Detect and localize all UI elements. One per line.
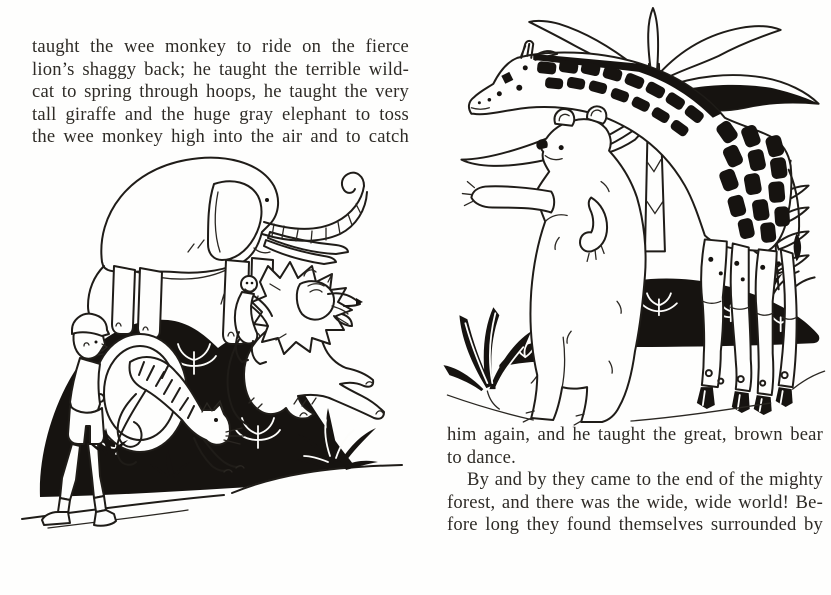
text-line: the wee monkey high into the air and to catch — [32, 126, 409, 147]
text-line: lion’s shaggy back; he taught the terrible wild- — [32, 58, 409, 80]
elephant-eye — [265, 198, 269, 202]
text-line: By and by they came to the end of the mighty — [467, 469, 823, 490]
boy-shoe — [42, 512, 70, 525]
boy-cap — [72, 314, 109, 336]
text-line: fore long they found themselves surrounded by — [447, 514, 823, 535]
right-paragraphs — [447, 424, 823, 537]
text-line: taught the wee monkey to ride on the fierce — [32, 36, 409, 57]
text-line: forest, and there was the wide, wide world! Be- — [447, 491, 823, 513]
left-illustration — [18, 148, 418, 548]
right-illustration — [441, 2, 831, 426]
boy-shoe — [94, 510, 116, 526]
lion-figure — [228, 262, 384, 425]
text-line: him again, and he taught the great, brown bear — [447, 424, 823, 445]
text-line: tall giraffe and the huge gray elephant to toss — [32, 103, 409, 125]
text-line: to dance. — [447, 446, 516, 468]
text-line: cat to spring through hoops, he taught the very — [32, 81, 409, 102]
left-paragraph — [32, 36, 409, 149]
